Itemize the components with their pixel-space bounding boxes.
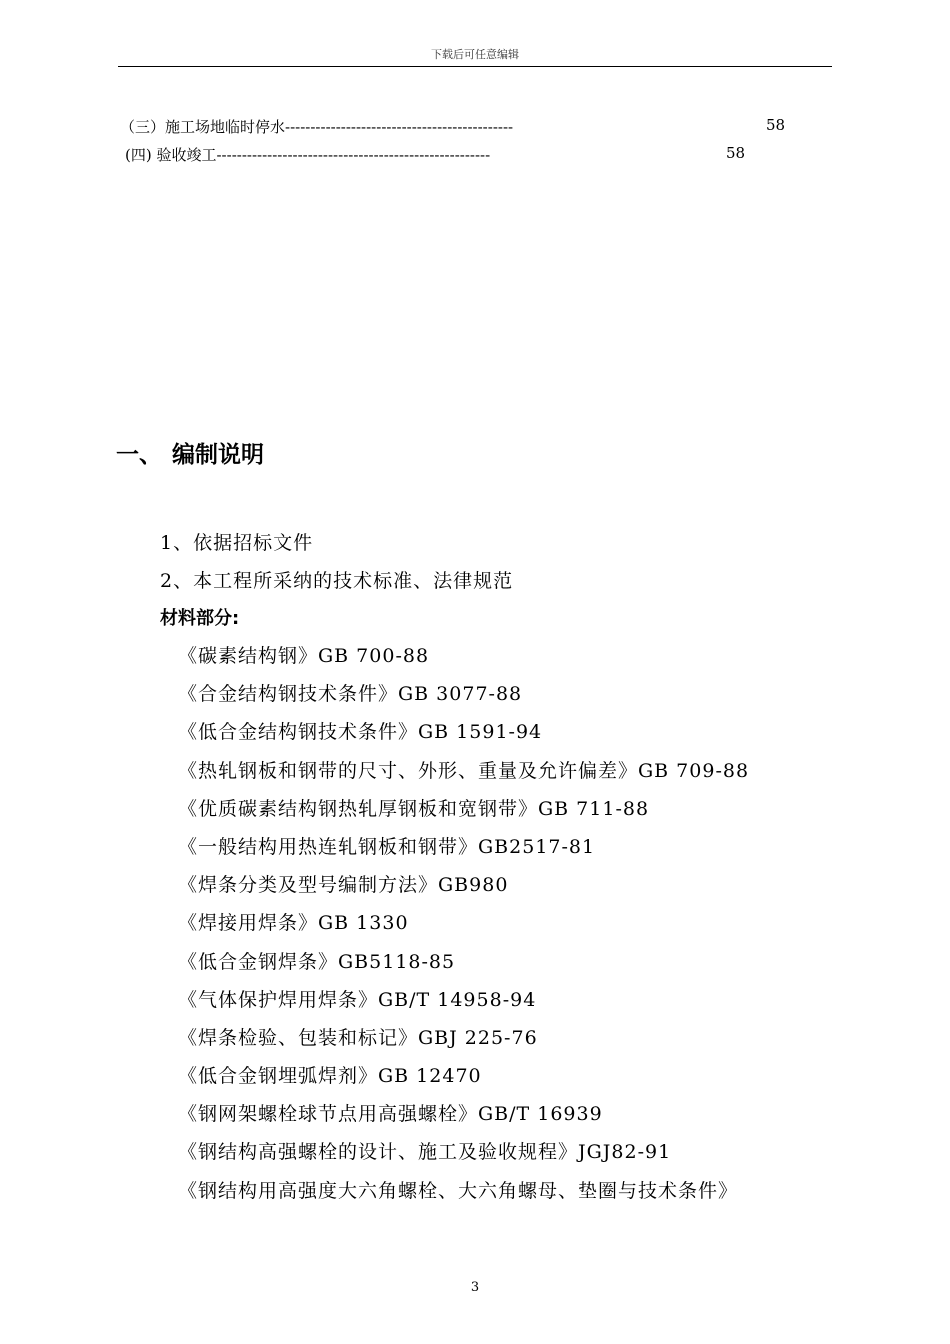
toc-page-number: 58 [726,144,746,162]
standard-item: 《优质碳素结构钢热轧厚钢板和宽钢带》GB 711-88 [178,797,650,820]
standard-item: 《合金结构钢技术条件》GB 3077-88 [178,683,523,706]
standard-item: 《低合金结构钢技术条件》GB 1591-94 [178,721,543,744]
toc-leader: --------------------------------------------- [285,118,514,136]
toc-entry-label: （三）施工场地临时停水 [120,118,286,136]
standards-list [178,642,749,1215]
subheading: 材料部分: [160,608,240,629]
toc-entry[interactable] [120,116,786,137]
list-item: 2、本工程所采纳的技术标准、法律规范 [160,570,514,592]
standard-item: 《钢结构高强螺栓的设计、施工及验收规程》JGJ82-91 [178,1141,672,1164]
standard-item: 《碳素结构钢》GB 700-88 [178,645,430,667]
standard-item: 《热轧钢板和钢带的尺寸、外形、重量及允许偏差》GB 709-88 [178,759,750,782]
page-number: 3 [470,1280,480,1295]
toc-leader: ------------------------------------------------------ [216,146,491,164]
standard-item: 《一般结构用热连轧钢板和钢带》GB2517-81 [178,835,596,858]
standard-item: 《钢网架螺栓球节点用高强螺栓》GB/T 16939 [178,1103,603,1126]
standard-item: 《低合金钢埋弧焊剂》GB 12470 [178,1065,482,1088]
standard-item: 《焊条检验、包装和标记》GBJ 225-76 [178,1026,538,1049]
list-item: 1、依据招标文件 [160,532,314,554]
standard-item: 《低合金钢焊条》GB5118-85 [178,950,456,973]
section-heading [116,436,264,469]
toc-entry[interactable] [125,144,746,165]
section-title: 编制说明 [172,442,264,468]
page-header: 下载后可任意编辑 [431,48,519,61]
header-divider [118,66,832,67]
standard-item: 《焊条分类及型号编制方法》GB980 [178,874,509,897]
standard-item: 《钢结构用高强度大六角螺栓、大六角螺母、垫圈与技术条件》 [178,1179,739,1202]
standard-item: 《气体保护焊用焊条》GB/T 14958-94 [178,988,537,1011]
section-number: 一、 [116,442,162,468]
toc-page-number: 58 [766,116,786,134]
standard-item: 《焊接用焊条》GB 1330 [178,912,409,935]
toc-entry-label: (四) 验收竣工 [125,146,217,164]
